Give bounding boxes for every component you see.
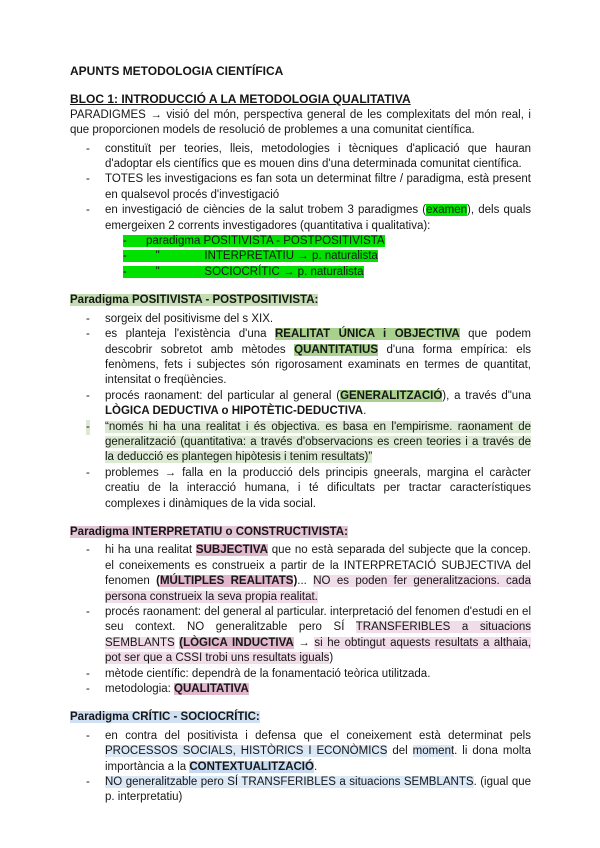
bullet-item (70, 543, 531, 605)
paradigm-row-highlight: - paradigma POSITIVISTA - POSTPOSITIVISTA (123, 235, 385, 248)
bullet-marker: - (86, 204, 90, 217)
intro-paragraph (70, 108, 531, 139)
text-run: . (313, 760, 318, 773)
section-positivista (70, 293, 531, 512)
bloc1-heading: BLOC 1: INTRODUCCIÓ A LA METODOLOGIA QUALITATIVA (70, 92, 411, 107)
bullet-text (105, 544, 531, 602)
bullet-item (70, 775, 531, 806)
bullet-marker: - (86, 173, 90, 186)
text-run: constituït per teories, lleis, metodologies i tècniques d'aplicació que hauran d'adoptar els científics que es mouen dins d'una determinada comunitat científica. (105, 142, 531, 171)
paradigm-row-highlight: - " SOCIOCRÍTIC → p. naturalista (123, 265, 364, 278)
bullet-marker: - (86, 729, 90, 742)
text-run: metodologia: (105, 683, 175, 696)
text-run: examen (426, 204, 468, 217)
bullet-text (105, 606, 531, 664)
bullet-text (105, 683, 249, 695)
section-sociocritic (70, 710, 531, 805)
text-run: “només hi ha una realitat i és objectiva. es basa en l'empirisme. raonament de generalització (quantitativa: a través d'observacions es creen teories i a través de la deducció es plantegen hipòtesis i tenim resultats)” (105, 420, 531, 464)
text-run: mètode científic: dependrà de la fonamentació teòrica utilitzada. (105, 667, 431, 680)
bullet-item (70, 327, 531, 389)
bullet-text (105, 143, 531, 170)
text-run: del (387, 745, 413, 758)
bullet-item (70, 605, 531, 667)
bullet-marker: - (86, 420, 90, 435)
intro-bullet-list (70, 142, 531, 281)
text-run: QUANTITATIUS (294, 343, 379, 356)
bullet-item (70, 172, 531, 203)
paradigm-row (123, 265, 531, 280)
text-run: PROCESSOS SOCIALS, HISTÒRICS I ECONÒMICS (105, 745, 388, 758)
text-run: QUALITATIVA (174, 683, 249, 696)
text-run: problemes → falla en la producció dels principis gneerals, margina el caràcter creatiu de la interacció humana, i té dificultats per tractar característiques complexes i dinàmiques de la vida social. (105, 466, 531, 510)
section-header (70, 525, 531, 540)
bullet-text (105, 204, 531, 231)
bullet-marker: - (86, 312, 90, 325)
text-run: PARADIGMES → visió del món, perspectiva general de les complexitats del món real, i que proporcionen models de resolució de problemes a una comunitat científica. (70, 108, 531, 137)
bullet-marker: - (86, 776, 90, 789)
section-header-text: Paradigma POSITIVISTA - POSTPOSITIVISTA: (70, 294, 319, 307)
text-run: procés raonament: del general al particular. interpretació del fenomen d'estudi en el seu context. NO generalitzable pero SÍ (105, 606, 531, 634)
bullet-item (70, 203, 531, 234)
bullet-marker: - (86, 389, 90, 402)
section-header (70, 710, 531, 725)
paradigm-row (123, 249, 531, 264)
text-run: ( (156, 575, 160, 588)
bullet-text (105, 313, 273, 325)
text-run: ), dels quals emergeixen 2 corrents investigadores (quantitativa i qualitativa): (105, 204, 531, 232)
bullet-text (105, 467, 531, 510)
bullet-item (70, 389, 531, 420)
bullet-item (70, 682, 531, 697)
bullet-item (70, 420, 531, 466)
text-run: REALITAT ÚNICA i OBJECTIVA (274, 328, 460, 341)
text-run: . (igual que p. interpretatiu) (105, 776, 531, 804)
section-header-text: Paradigma CRÍTIC - SOCIOCRÍTIC: (70, 711, 260, 724)
text-run: CONTEXTUALITZACIÓ (189, 760, 314, 773)
bullet-text (105, 328, 531, 386)
text-run: GENERALITZACIÓ (340, 389, 443, 402)
document-title: APUNTS METODOLOGIA CIENTÍFICA (70, 64, 284, 78)
text-run: en contra del positivista i defensa que el coneixement està determinat pels (105, 729, 531, 742)
bullet-item (70, 729, 531, 775)
text-run: si he obtingut aquests resultats a althaia, pot ser que a CSSI trobi uns resultats iguals (105, 636, 531, 665)
bullet-text (105, 390, 531, 417)
text-run: NO es poden fer generalitzacions. cada persona construeix la seva propia realitat. (105, 575, 531, 603)
section-interpretatiu (70, 525, 531, 697)
text-run: ) (293, 575, 298, 588)
text-run: moment (412, 745, 455, 758)
text-run: NO generalitzable pero SÍ TRANSFERIBLES a situacions SEMBLANTS (105, 776, 474, 789)
bullet-item (70, 667, 531, 682)
text-run: ), a través d"una (442, 389, 531, 402)
bullet-text (105, 776, 531, 803)
bullet-text (105, 668, 430, 680)
text-run: procés raonament: del particular al general ( (105, 389, 341, 402)
bullet-marker: - (86, 544, 90, 557)
section-bullet-list (70, 312, 531, 512)
bullet-marker: - (86, 142, 90, 155)
bullet-item (70, 466, 531, 512)
bullet-text (105, 730, 531, 773)
section-bullet-list (70, 543, 531, 697)
bullet-text (105, 173, 531, 200)
text-run: LÒGICA DEDUCTIVA o HIPOTÈTIC-DEDUCTIVA (105, 405, 364, 418)
text-run: que no està separada del subjecte que la concep. el coneixements es construeix a partir de la INTERPRETACIÓ SUBJECTIVA del fenomen (105, 544, 531, 588)
section-header-text: Paradigma INTERPRETATIU o CONSTRUCTIVISTA: (70, 525, 348, 538)
bullet-item (70, 312, 531, 327)
text-run: . li dona molta importància a la (105, 745, 531, 773)
bullet-item (70, 142, 531, 173)
bullet-marker: - (86, 606, 90, 618)
section-header (70, 293, 531, 308)
text-run: SUBJECTIVA (195, 544, 268, 557)
text-run: (LÒGICA INDUCTIVA (179, 636, 294, 649)
bullet-marker: - (86, 667, 90, 680)
paradigm-row (123, 234, 531, 249)
bullet-text (105, 421, 531, 464)
text-run: → (293, 636, 315, 649)
text-run: sorgeix del positivisme del s XIX. (105, 312, 274, 325)
text-run: ) (329, 652, 334, 665)
section-bullet-list (70, 729, 531, 806)
text-run: . (363, 405, 367, 418)
text-run: que podem descobrir sobretot amb mètodes (105, 328, 531, 356)
bullet-marker: - (86, 683, 90, 696)
text-run: en investigació de ciències de la salut trobem 3 paradigmes ( (105, 204, 427, 217)
paradigm-row-highlight: - " INTERPRETATIU → p. naturalista (123, 250, 378, 263)
bullet-marker: - (86, 328, 90, 341)
bullet-marker: - (86, 466, 90, 479)
text-run: TOTES les investigacions es fan sota un determinat filtre / paradigma, està present en qualsevol procés d'investigació (105, 173, 531, 201)
text-run: MÚLTIPLES REALITATS (159, 575, 294, 588)
text-run: es planteja l'existència d'una (105, 328, 275, 341)
text-run: d'una forma empírica: els fenòmens, fets i subjectes són rigorosament examinats en termes de quantitat, intensitat o freqüències. (105, 343, 531, 387)
text-run: TRANSFERIBLES a situacions SEMBLANTS (105, 621, 531, 649)
text-run: hi ha una realitat (105, 544, 196, 557)
paradigm-sublist (123, 234, 531, 280)
text-run: ... (297, 575, 314, 588)
